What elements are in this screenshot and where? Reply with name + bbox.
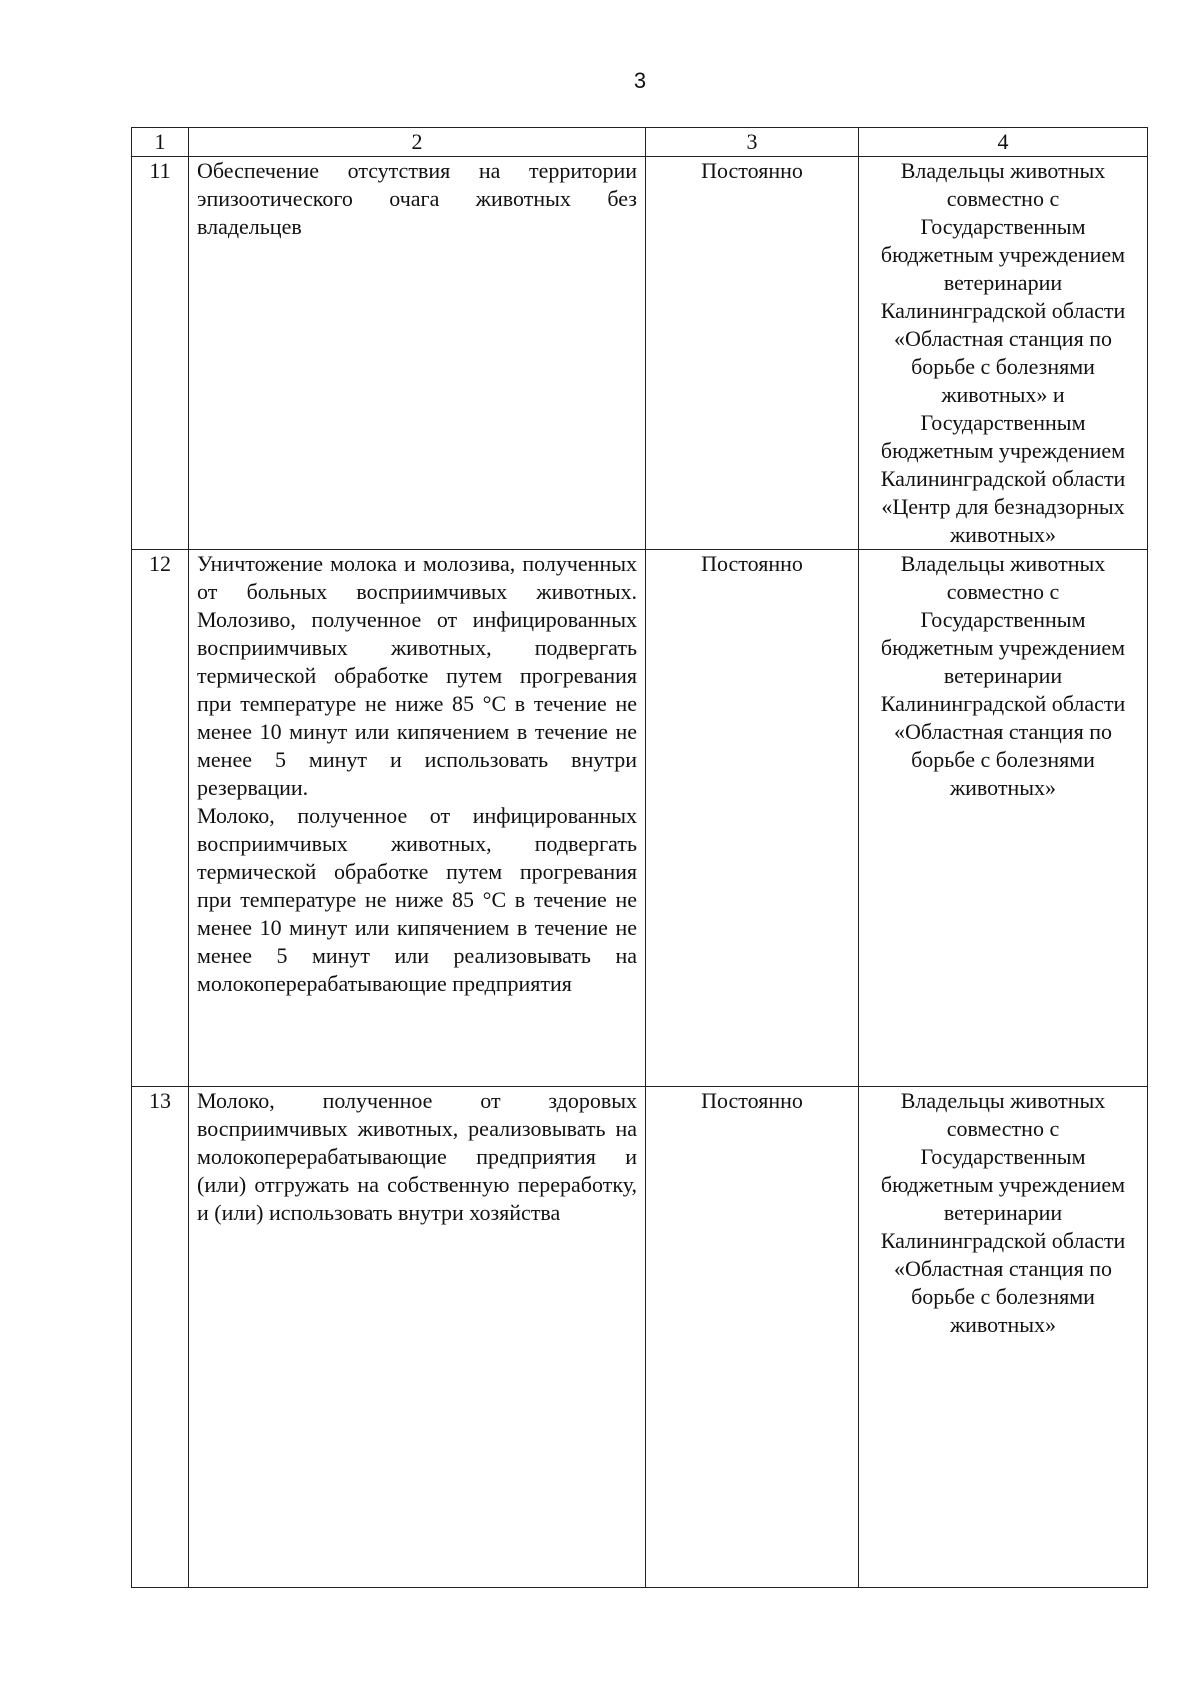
row-number: 13 bbox=[132, 1087, 189, 1588]
table-header-row bbox=[132, 128, 1148, 157]
measure-cell: Уничтожение молока и молозива, полученных от больных восприимчивых животных. Молозиво, полученное от инфицированных восприимчивых животных, подвергать термической обработке путем прогревания при температуре не ниже 85 °С в течение не менее 10 минут или кипячением в течение не менее 5 минут и использовать внутри резервации. Молоко, полученное от инфицированных восприимчивых животных, подвергать термической обработке путем прогревания при температуре не ниже 85 °С в течение не менее 10 минут или кипячением в течение не менее 5 минут или реализовывать на молокоперерабатывающие предприятия bbox=[189, 550, 646, 1087]
term-cell: Постоянно bbox=[646, 157, 859, 550]
header-col-1: 1 bbox=[132, 128, 189, 157]
row-number: 12 bbox=[132, 550, 189, 1087]
term-cell: Постоянно bbox=[646, 550, 859, 1087]
header-col-2: 2 bbox=[189, 128, 646, 157]
table-row bbox=[132, 550, 1148, 1087]
header-col-4: 4 bbox=[859, 128, 1148, 157]
measure-cell: Молоко, полученное от здоровых восприимчивых животных, реализовывать на молокоперерабатывающие предприятия и (или) отгружать на собственную переработку, и (или) использовать внутри хозяйства bbox=[189, 1087, 646, 1588]
page-number: 3 bbox=[633, 68, 647, 93]
responsible-cell: Владельцы животных совместно с Государственным бюджетным учреждением ветеринарии Калининградской области «Областная станция по борьбе с болезнями животных» bbox=[859, 1087, 1148, 1588]
header-col-3: 3 bbox=[646, 128, 859, 157]
responsible-cell: Владельцы животных совместно с Государственным бюджетным учреждением ветеринарии Калининградской области «Областная станция по борьбе с болезнями животных» и Государственным бюджетным учреждением Калининградской области «Центр для безнадзорных животных» bbox=[859, 157, 1148, 550]
table-row bbox=[132, 157, 1148, 550]
table-row bbox=[132, 1087, 1148, 1588]
measure-cell: Обеспечение отсутствия на территории эпизоотического очага животных без владельцев bbox=[189, 157, 646, 550]
responsible-cell: Владельцы животных совместно с Государственным бюджетным учреждением ветеринарии Калининградской области «Областная станция по борьбе с болезнями животных» bbox=[859, 550, 1148, 1087]
row-number: 11 bbox=[132, 157, 189, 550]
measures-table bbox=[131, 127, 1148, 1588]
term-cell: Постоянно bbox=[646, 1087, 859, 1588]
